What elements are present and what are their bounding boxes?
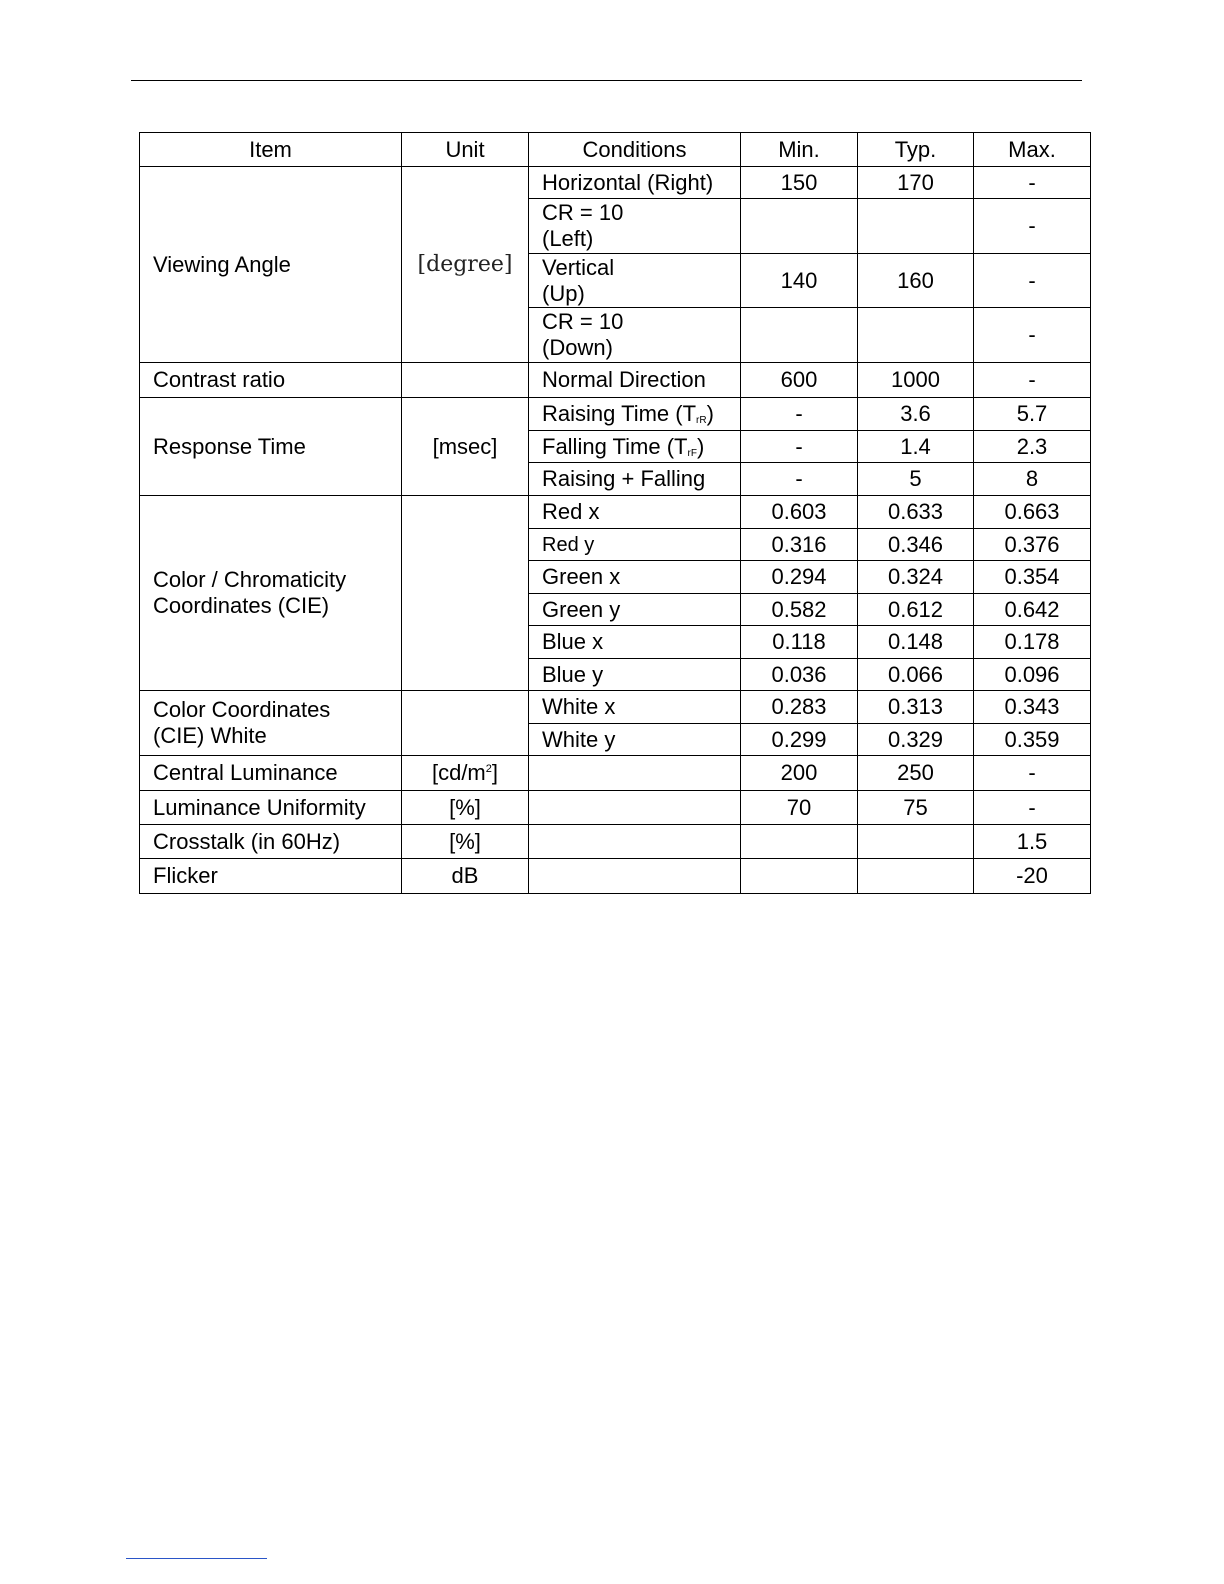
max-cell: 0.663 bbox=[974, 496, 1091, 529]
min-cell: - bbox=[741, 431, 858, 463]
table-header-row bbox=[140, 133, 1091, 167]
typ-cell bbox=[858, 308, 974, 363]
min-cell: 0.036 bbox=[741, 659, 858, 691]
min-cell bbox=[741, 308, 858, 363]
luminance-unit bbox=[402, 756, 529, 791]
condition-cell bbox=[529, 308, 741, 363]
header-rule bbox=[131, 80, 1082, 81]
uniformity-unit: [%] bbox=[402, 791, 529, 825]
typ-cell: 75 bbox=[858, 791, 974, 825]
condition-text: Falling Time (T bbox=[542, 433, 688, 459]
response-item: Response Time bbox=[140, 398, 402, 496]
typ-cell: 160 bbox=[858, 254, 974, 308]
max-cell: 0.642 bbox=[974, 594, 1091, 626]
typ-cell: 1.4 bbox=[858, 431, 974, 463]
min-cell bbox=[741, 199, 858, 254]
chromaticity-item-line-2: Coordinates (CIE) bbox=[153, 593, 330, 618]
max-cell: 8 bbox=[974, 463, 1091, 496]
min-cell: 600 bbox=[741, 363, 858, 398]
typ-cell bbox=[858, 199, 974, 254]
max-cell: 5.7 bbox=[974, 398, 1091, 431]
max-cell: - bbox=[974, 363, 1091, 398]
white-item-line-1: Color Coordinates bbox=[153, 697, 331, 722]
typ-cell: 5 bbox=[858, 463, 974, 496]
condition-close: ) bbox=[706, 401, 714, 426]
typ-cell: 0.313 bbox=[858, 691, 974, 724]
max-cell: - bbox=[974, 199, 1091, 254]
condition-cell bbox=[529, 254, 741, 308]
white-item-line-2: (CIE) White bbox=[153, 723, 267, 748]
white-unit bbox=[402, 691, 529, 756]
header-max: Max. bbox=[974, 133, 1091, 167]
condition-cell bbox=[529, 825, 741, 859]
condition-line-1: Vertical bbox=[542, 254, 615, 280]
unit-text: [cd/m bbox=[431, 760, 486, 785]
chromaticity-item-line-1: Color / Chromaticity bbox=[153, 567, 347, 592]
viewing-angle-item: Viewing Angle bbox=[140, 167, 402, 363]
max-cell: 0.178 bbox=[974, 626, 1091, 659]
crosstalk-item: Crosstalk (in 60Hz) bbox=[140, 825, 402, 859]
typ-cell: 0.324 bbox=[858, 561, 974, 594]
min-cell: 0.316 bbox=[741, 529, 858, 561]
table-row bbox=[140, 756, 1091, 791]
header-min: Min. bbox=[741, 133, 858, 167]
condition-cell bbox=[529, 791, 741, 825]
min-cell: 0.603 bbox=[741, 496, 858, 529]
condition-line-1: CR = 10 bbox=[542, 200, 624, 225]
luminance-item: Central Luminance bbox=[140, 756, 402, 791]
chromaticity-unit bbox=[402, 496, 529, 691]
subscript: rF bbox=[687, 447, 697, 459]
typ-cell: 0.346 bbox=[858, 529, 974, 561]
condition-cell: Raising + Falling bbox=[529, 463, 741, 496]
table-row bbox=[140, 398, 1091, 431]
condition-cell bbox=[529, 756, 741, 791]
min-cell: 0.582 bbox=[741, 594, 858, 626]
min-cell: 70 bbox=[741, 791, 858, 825]
max-cell: - bbox=[974, 756, 1091, 791]
min-cell bbox=[741, 825, 858, 859]
condition-text: Raising Time (T bbox=[542, 401, 697, 426]
condition-cell: White y bbox=[529, 724, 741, 756]
contrast-unit bbox=[402, 363, 529, 398]
typ-cell bbox=[858, 859, 974, 894]
viewing-angle-unit: [degree] bbox=[402, 167, 529, 363]
condition-cell: White x bbox=[529, 691, 741, 724]
condition-cell: Horizontal (Right) bbox=[529, 167, 741, 199]
typ-cell bbox=[858, 825, 974, 859]
typ-cell: 3.6 bbox=[858, 398, 974, 431]
footnote-rule bbox=[126, 1558, 267, 1559]
typ-cell: 250 bbox=[858, 756, 974, 791]
typ-cell: 1000 bbox=[858, 363, 974, 398]
condition-cell bbox=[529, 398, 741, 431]
crosstalk-unit: [%] bbox=[402, 825, 529, 859]
condition-cell bbox=[529, 859, 741, 894]
header-conditions: Conditions bbox=[529, 133, 741, 167]
max-cell: - bbox=[974, 167, 1091, 199]
min-cell: - bbox=[741, 398, 858, 431]
optical-spec-table bbox=[139, 132, 1091, 894]
condition-line-1: CR = 10 bbox=[542, 309, 624, 334]
unit-close: ] bbox=[491, 760, 499, 785]
typ-cell: 0.612 bbox=[858, 594, 974, 626]
table-row bbox=[140, 859, 1091, 894]
flicker-item: Flicker bbox=[140, 859, 402, 894]
condition-line-2: (Left) bbox=[542, 226, 594, 251]
max-cell: -20 bbox=[974, 859, 1091, 894]
table-row bbox=[140, 167, 1091, 199]
header-typ: Typ. bbox=[858, 133, 974, 167]
condition-cell: Red x bbox=[529, 496, 741, 529]
min-cell bbox=[741, 859, 858, 894]
min-cell: 0.283 bbox=[741, 691, 858, 724]
typ-cell: 0.633 bbox=[858, 496, 974, 529]
header-item: Item bbox=[140, 133, 402, 167]
min-cell: - bbox=[741, 463, 858, 496]
table-row bbox=[140, 825, 1091, 859]
superscript: 2 bbox=[485, 763, 492, 775]
subscript: rR bbox=[696, 415, 707, 426]
condition-cell bbox=[529, 431, 741, 463]
max-cell: 0.376 bbox=[974, 529, 1091, 561]
response-unit: [msec] bbox=[402, 398, 529, 496]
min-cell: 200 bbox=[741, 756, 858, 791]
table-row bbox=[140, 791, 1091, 825]
max-cell: - bbox=[974, 791, 1091, 825]
min-cell: 140 bbox=[741, 254, 858, 308]
min-cell: 150 bbox=[741, 167, 858, 199]
max-cell: 1.5 bbox=[974, 825, 1091, 859]
condition-cell: Normal Direction bbox=[529, 363, 741, 398]
condition-line-2: (Down) bbox=[542, 335, 613, 360]
condition-cell: Blue x bbox=[529, 626, 741, 659]
flicker-unit: dB bbox=[402, 859, 529, 894]
condition-cell: Red y bbox=[529, 529, 741, 561]
typ-cell: 0.329 bbox=[858, 724, 974, 756]
typ-cell: 0.066 bbox=[858, 659, 974, 691]
max-cell: 2.3 bbox=[974, 431, 1091, 463]
max-cell: - bbox=[974, 308, 1091, 363]
condition-cell: Green x bbox=[529, 561, 741, 594]
max-cell: 0.343 bbox=[974, 691, 1091, 724]
max-cell: 0.096 bbox=[974, 659, 1091, 691]
table-row bbox=[140, 496, 1091, 529]
condition-line-2: (Up) bbox=[542, 280, 585, 306]
typ-cell: 0.148 bbox=[858, 626, 974, 659]
chromaticity-item bbox=[140, 496, 402, 691]
white-item bbox=[140, 691, 402, 756]
min-cell: 0.294 bbox=[741, 561, 858, 594]
header-unit: Unit bbox=[402, 133, 529, 167]
max-cell: 0.354 bbox=[974, 561, 1091, 594]
condition-cell bbox=[529, 199, 741, 254]
condition-cell: Green y bbox=[529, 594, 741, 626]
max-cell: 0.359 bbox=[974, 724, 1091, 756]
condition-cell: Blue y bbox=[529, 659, 741, 691]
table-row bbox=[140, 691, 1091, 724]
typ-cell: 170 bbox=[858, 167, 974, 199]
condition-close: ) bbox=[696, 433, 705, 459]
uniformity-item: Luminance Uniformity bbox=[140, 791, 402, 825]
contrast-item: Contrast ratio bbox=[140, 363, 402, 398]
min-cell: 0.118 bbox=[741, 626, 858, 659]
table-row bbox=[140, 363, 1091, 398]
min-cell: 0.299 bbox=[741, 724, 858, 756]
max-cell: - bbox=[974, 254, 1091, 308]
